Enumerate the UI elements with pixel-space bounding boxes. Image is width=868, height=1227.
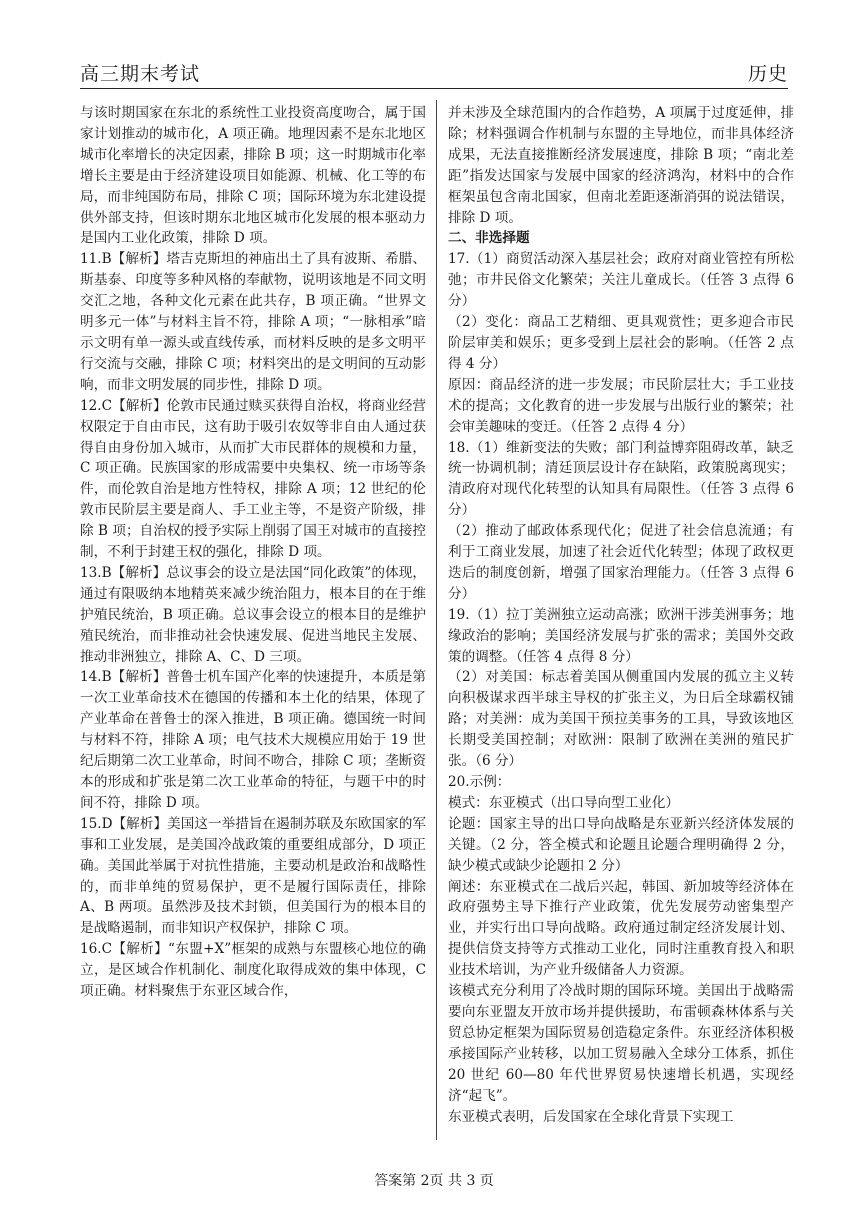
answer-17-2: （2）变化：商品工艺精细、更具观赏性；更多迎合市民阶层审美和娱乐；更多受到上层社会的影响。（任答 2 点得 4 分） bbox=[448, 314, 794, 372]
answer-19-1: 19.（1）拉丁美洲独立运动高涨；欧洲干涉美洲事务；地缘政治的影响；美国经济发展与扩张的需求；美国外交政策的调整。（任答 4 点得 8 分） bbox=[448, 606, 794, 665]
answer-16-continued: 并未涉及全球范围内的合作趋势，A 项属于过度延伸，排除；材料强调合作机制与东盟的主导地位，而非具体经济成果，无法直接推断经济发展速度，排除 B 项；“南北差距”指发达国家与发展中国家的经济鸿沟，材料中的合作框架虽包含南北国家，但南北差距逐渐消弭的说法错误，排除 D 项。 bbox=[448, 105, 794, 226]
answer-17-reason: 原因：商品经济的进一步发展；市民阶层壮大；手工业技术的提高；文化教育的进一步发展与出版行业的繁荣；社会审美趣味的变迁。（任答 2 点得 4 分） bbox=[448, 376, 794, 435]
answer-11: 11.B【解析】塔吉克斯坦的神庙出土了具有波斯、希腊、斯基泰、印度等多种风格的奉献物，说明该地是不同文明交汇之地，各种文化元素在此共存，B 项正确。“世界文明多元一体”与材料主旨不符，排除 A 项；“一脉相承”暗示文明有单一源头或直线传承，而材料反映的是多文明平行交流与交融，排除 C 项；材料突出的是文明间的互动影响，而非文明发展的同步性，排除 D 项。 bbox=[80, 251, 426, 393]
answer-16: 16.C【解析】“东盟+X”框架的成熟与东盟核心地位的确立，是区域合作机制化、制度化取得成效的集中体现，C 项正确。材料聚焦于东亚区域合作， bbox=[80, 941, 426, 1000]
answer-15: 15.D【解析】美国这一举措旨在遏制苏联及东欧国家的军事和工业发展，是美国冷战政策的重要组成部分，D 项正确。美国此举属于对抗性措施，主要动机是政治和战略性的，而非单纯的贸易保护，更不是履行国际责任，排除 A、B 两项。虽然涉及技术封锁，但美国行为的根本目的是战略遏制，而非知识产权保护，排除 C 项。 bbox=[80, 815, 426, 937]
answer-20-context: 该模式充分利用了冷战时期的国际环境。美国出于战略需要向东亚盟友开放市场并提供援助，布雷顿森林体系与关贸总协定框架为国际贸易创造稳定条件。东亚经济体积极承接国际产业转移，以加工贸易融入全球分工体系，抓住 20 世纪 60—80 年代世界贸易快速增长机遇，实现经济“起飞”。 bbox=[448, 983, 794, 1104]
answer-20-intro: 20.示例： bbox=[448, 774, 511, 790]
page-header bbox=[80, 58, 788, 89]
answer-12: 12.C【解析】伦敦市民通过赎买获得自治权，将商业经营权限定于自由市民，这有助于吸引农奴等非自由人通过获得自由身份加入城市，从而扩大市民群体的规模和力量，C 项正确。民族国家的形成需要中央集权、统一市场等条件，而伦敦自治是地方性特权，排除 A 项；12 世纪的伦敦市民阶层主要是商人、手工业主等，不是资产阶级，排除 B 项；自治权的授予实际上削弱了国王对城市的直接控制，不利于封建王权的强化，排除 D 项。 bbox=[80, 397, 426, 561]
column-divider bbox=[436, 100, 437, 1140]
page-footer: 答案第 2页 共 3 页 bbox=[374, 1173, 494, 1189]
section-title: 二、非选择题 bbox=[448, 230, 530, 247]
answer-20-thesis: 论题：国家主导的出口导向战略是东亚新兴经济体发展的关键。（2 分，答全模式和论题且论题合理明确得 2 分，缺少模式或缺少论题扣 2 分） bbox=[448, 815, 794, 874]
answer-18-2: （2）推动了邮政体系现代化；促进了社会信息流通；有利于工商业发展，加速了社会近代化转型；体现了政权更迭后的制度创新，增强了国家治理能力。（任答 3 点得 6 分） bbox=[448, 523, 794, 602]
answer-19-2: （2）对美国：标志着美国从侧重国内发展的孤立主义转向积极谋求西半球主导权的扩张主义，为日后全球霸权铺路；对美洲：成为美国干预拉美事务的工具，导致该地区长期受美国控制；对欧洲：限制了欧洲在美洲的殖民扩张。（6 分） bbox=[448, 669, 794, 770]
answer-20-elaboration: 阐述：东亚模式在二战后兴起，韩国、新加坡等经济体在政府强势主导下推行产业政策，优先发展劳动密集型产业，并实行出口导向战略。政府通过制定经济发展计划、提供信贷支持等方式推动工业化，同时注重教育投入和职业技术培训，为产业升级储备人力资源。 bbox=[448, 878, 794, 979]
exam-title: 高三期末考试 bbox=[80, 63, 201, 85]
right-column bbox=[448, 103, 794, 1127]
answer-17-1: 17.（1）商贸活动深入基层社会；政府对商业管控有所松弛；市井民俗文化繁荣；关注儿童成长。（任答 3 点得 6 分） bbox=[448, 251, 794, 310]
answer-14: 14.B【解析】普鲁士机车国产化率的快速提升，本质是第一次工业革命技术在德国的传播和本土化的结果，体现了产业革命在普鲁士的深入推进，B 项正确。德国统一时间与材料不符，排除 A 项；电气技术大规模应用始于 19 世纪后期第二次工业革命，时间不吻合，排除 C 项；垄断资本的形成和扩张是第二次工业革命的特征，与题干中的时间不符，排除 D 项。 bbox=[80, 669, 426, 811]
answer-20-conclusion: 东亚模式表明，后发国家在全球化背景下实现工 bbox=[448, 1108, 734, 1125]
left-column bbox=[80, 103, 426, 1002]
answer-18-1: 18.（1）维新变法的失败；部门利益博弈阻碍改革，缺乏统一协调机制；清廷顶层设计存在缺陷，政策脱离现实；清政府对现代化转型的认知具有局限性。（任答 3 点得 6 分） bbox=[448, 439, 794, 519]
answer-paragraph: 与该时期国家在东北的系统性工业投资高度吻合，属于国家计划推动的城市化，A 项正确。地理因素不是东北地区城市化率增长的决定因素，排除 B 项；这一时期城市化率增长主要是由于经济建设项目如能源、机械、化工等的布局，而非纯国防布局，排除 C 项；国际环境为东北建设提供外部支持，但该时期东北地区城市化发展的根本驱动力是国内工业化政策，排除 D 项。 bbox=[80, 105, 426, 247]
answer-13: 13.B【解析】总议事会的设立是法国“同化政策”的体现，通过有限吸纳本地精英来减少统治阻力，根本目的在于维护殖民统治，B 项正确。总议事会设立的根本目的是维护殖民统治，而非推动社会快速发展、促进当地民主发展、推动非洲独立，排除 A、C、D 三项。 bbox=[80, 564, 426, 665]
answer-20-model: 模式：东亚模式（出口导向型工业化） bbox=[448, 794, 680, 811]
subject-label: 历史 bbox=[747, 63, 788, 85]
